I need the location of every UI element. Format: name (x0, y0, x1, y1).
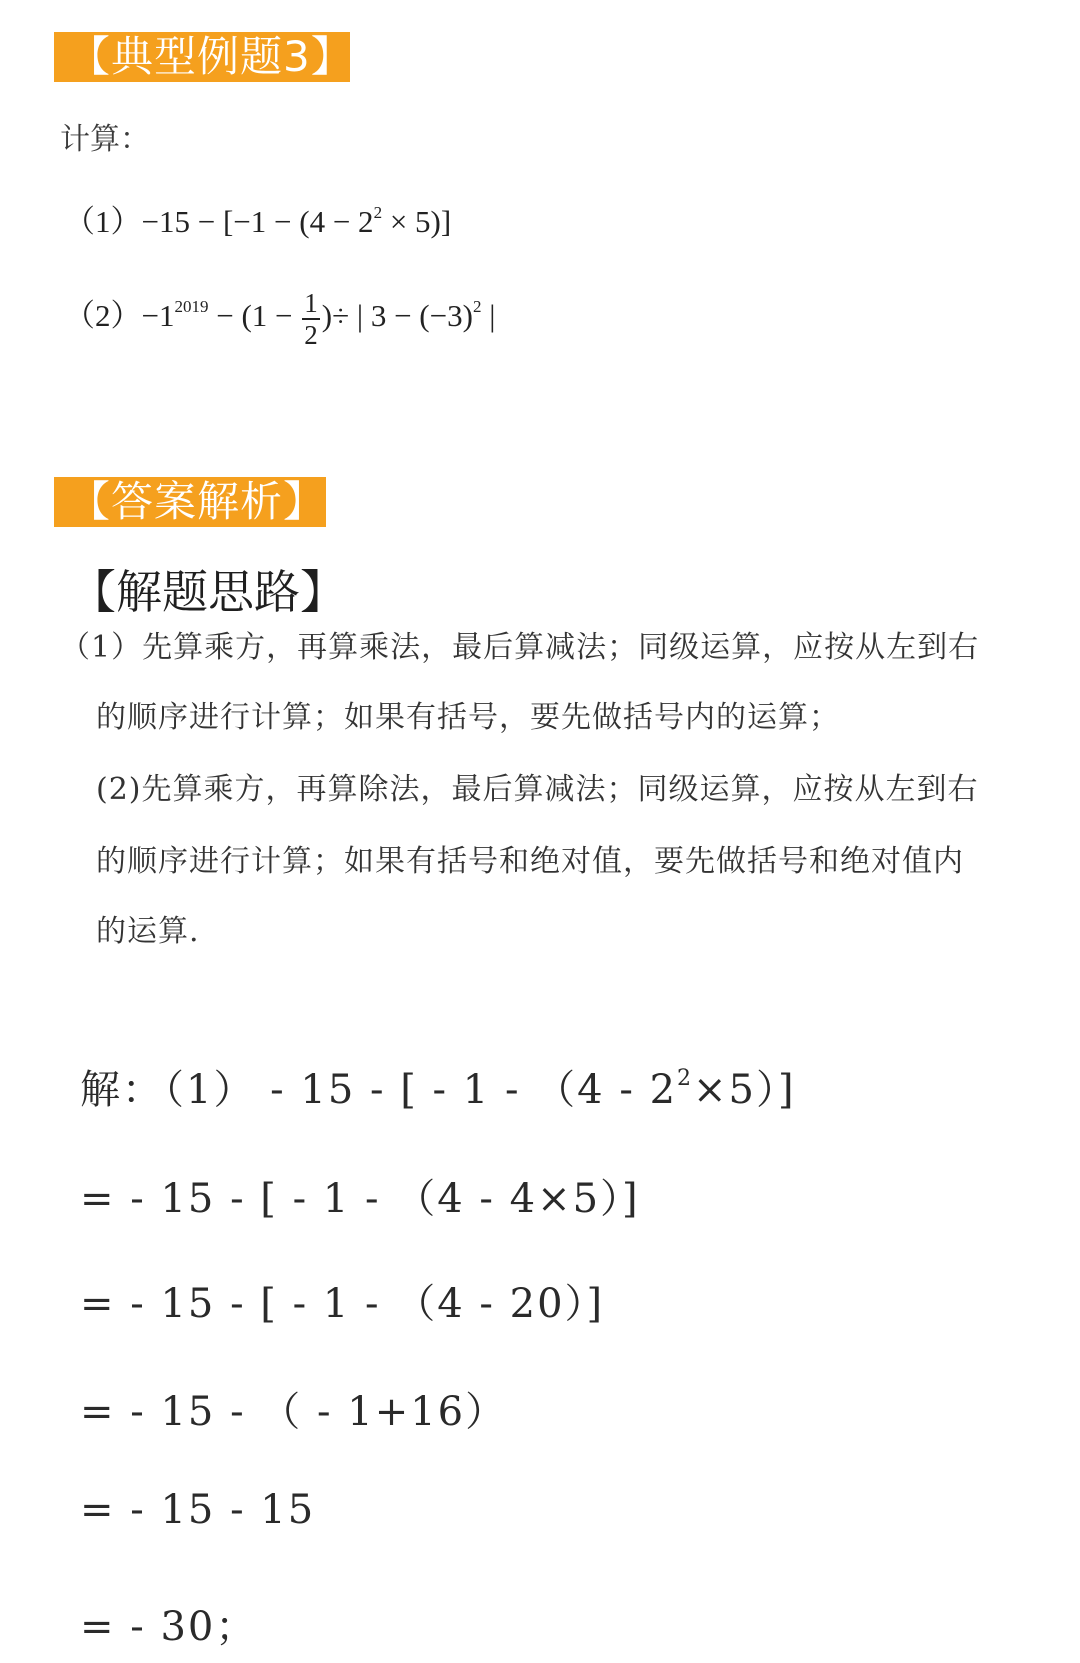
problem-2-part-d: | (481, 298, 496, 334)
problem-2-label: （2） (64, 298, 142, 334)
problem-1-exponent: 2 (373, 203, 383, 222)
problem-2-part-b: − (1 − (208, 298, 301, 334)
problem-2-exponent-1: 2019 (174, 297, 209, 317)
problem-2-part-c: )÷ | 3 − (−3) (321, 298, 473, 334)
problem-1-part-b: × 5)] (382, 204, 452, 239)
problem-2-part-a: −1 (141, 298, 175, 334)
fraction-numerator: 1 (304, 288, 318, 318)
problem-1-part-a: −15 − [−1 − (4 − 2 (141, 204, 374, 239)
thinking-line-5: 的运算. (96, 914, 200, 949)
solution-step-0-exponent: 2 (677, 1066, 694, 1091)
solution-approach-heading: 【解题思路】 (70, 565, 346, 619)
solution-step-0-part-b: ×5）] (693, 1067, 796, 1113)
problem-prompt: 计算： (60, 122, 150, 157)
problem-2-fraction (302, 288, 320, 350)
solution-step-1: = - 15 - [ - 1 - （4 - 4×5）] (80, 1176, 640, 1222)
example-banner: 【典型例题3】 (54, 32, 350, 82)
problem-1-expression (64, 196, 451, 241)
thinking-line-3: (2)先算乘方，再算除法，最后算减法；同级运算，应按从左到右 (96, 772, 979, 807)
solution-step-3: = - 15 - （ - 1+16） (80, 1389, 508, 1435)
thinking-line-2: 的顺序进行计算；如果有括号，要先做括号内的运算； (96, 700, 840, 735)
thinking-line-1: （1）先算乘方，再算乘法，最后算减法；同级运算，应按从左到右 (60, 630, 980, 665)
problem-2-exponent-2: 2 (472, 297, 482, 317)
solution-step-0-part-a: 解：（1） - 15 - [ - 1 - （4 - 2 (80, 1067, 678, 1113)
answer-banner: 【答案解析】 (54, 477, 326, 527)
thinking-line-4: 的顺序进行计算；如果有括号和绝对值，要先做括号和绝对值内 (96, 844, 964, 879)
solution-step-4: = - 15 - 15 (80, 1487, 316, 1533)
fraction-denominator: 2 (304, 320, 318, 350)
problem-2-expression (64, 288, 495, 350)
problem-1-label: （1） (64, 204, 142, 239)
solution-step-2: = - 15 - [ - 1 - （4 - 20）] (80, 1281, 605, 1327)
solution-step-5: = - 30； (80, 1604, 258, 1650)
solution-step-0 (80, 1058, 796, 1115)
